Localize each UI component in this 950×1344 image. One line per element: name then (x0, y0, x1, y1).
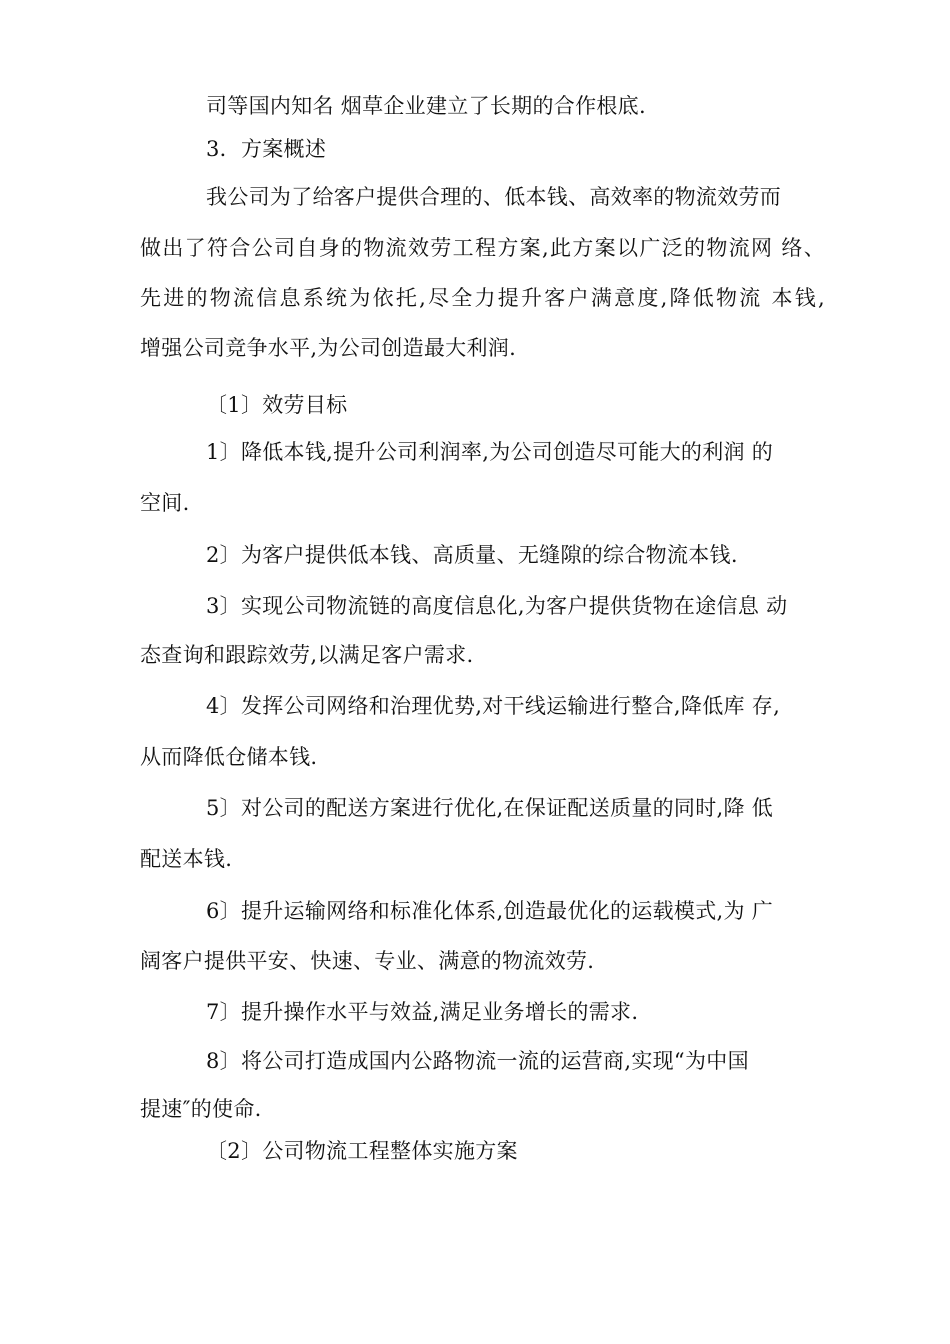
paragraph-line: 增强公司竞争水平,为公司创造最大利润. (140, 336, 517, 360)
list-item-line: 1〕降低本钱,提升公司利润率,为公司创造尽可能大的利润 的 (206, 440, 774, 464)
subsection-heading: 〔2〕公司物流工程整体实施方案 (206, 1139, 518, 1163)
paragraph-line: 做出了符合公司自身的物流效劳工程方案,此方案以广泛的物流网 络、 (140, 236, 825, 260)
list-item-line: 态查询和跟踪效劳,以满足客户需求. (140, 643, 474, 667)
list-item-line: 8〕将公司打造成国内公路物流一流的运营商,实现“为中国 (206, 1049, 749, 1073)
list-item-line: 3〕实现公司物流链的高度信息化,为客户提供货物在途信息 动 (206, 594, 788, 618)
section-heading: 3．方案概述 (206, 137, 327, 161)
list-item-line: 4〕发挥公司网络和治理优势,对干线运输进行整合,降低库 存, (206, 694, 781, 718)
list-item-line: 5〕对公司的配送方案进行优化,在保证配送质量的同时,降 低 (206, 796, 774, 820)
list-item-line: 从而降低仓储本钱. (140, 745, 318, 769)
list-item-line: 7〕提升操作水平与效益,满足业务增长的需求. (206, 1000, 639, 1024)
paragraph-line: 先进的物流信息系统为依托,尽全力提升客户满意度,降低物流 本钱, (140, 286, 825, 310)
list-item-line: 阔客户提供平安、快速、专业、满意的物流效劳. (140, 949, 595, 973)
list-item-line: 2〕为客户提供低本钱、高质量、无缝隙的综合物流本钱. (206, 543, 738, 567)
subsection-heading: 〔1〕效劳目标 (206, 393, 348, 417)
list-item-line: 空间. (140, 491, 190, 515)
paragraph-line: 我公司为了给客户提供合理的、低本钱、高效率的物流效劳而 (206, 185, 782, 209)
list-item-line: 6〕提升运输网络和标准化体系,创造最优化的运载模式,为 广 (206, 899, 774, 923)
paragraph-line: 司等国内知名 烟草企业建立了长期的合作根底. (206, 94, 646, 118)
list-item-line: 配送本钱. (140, 847, 233, 871)
list-item-line: 提速″的使命. (140, 1097, 262, 1121)
